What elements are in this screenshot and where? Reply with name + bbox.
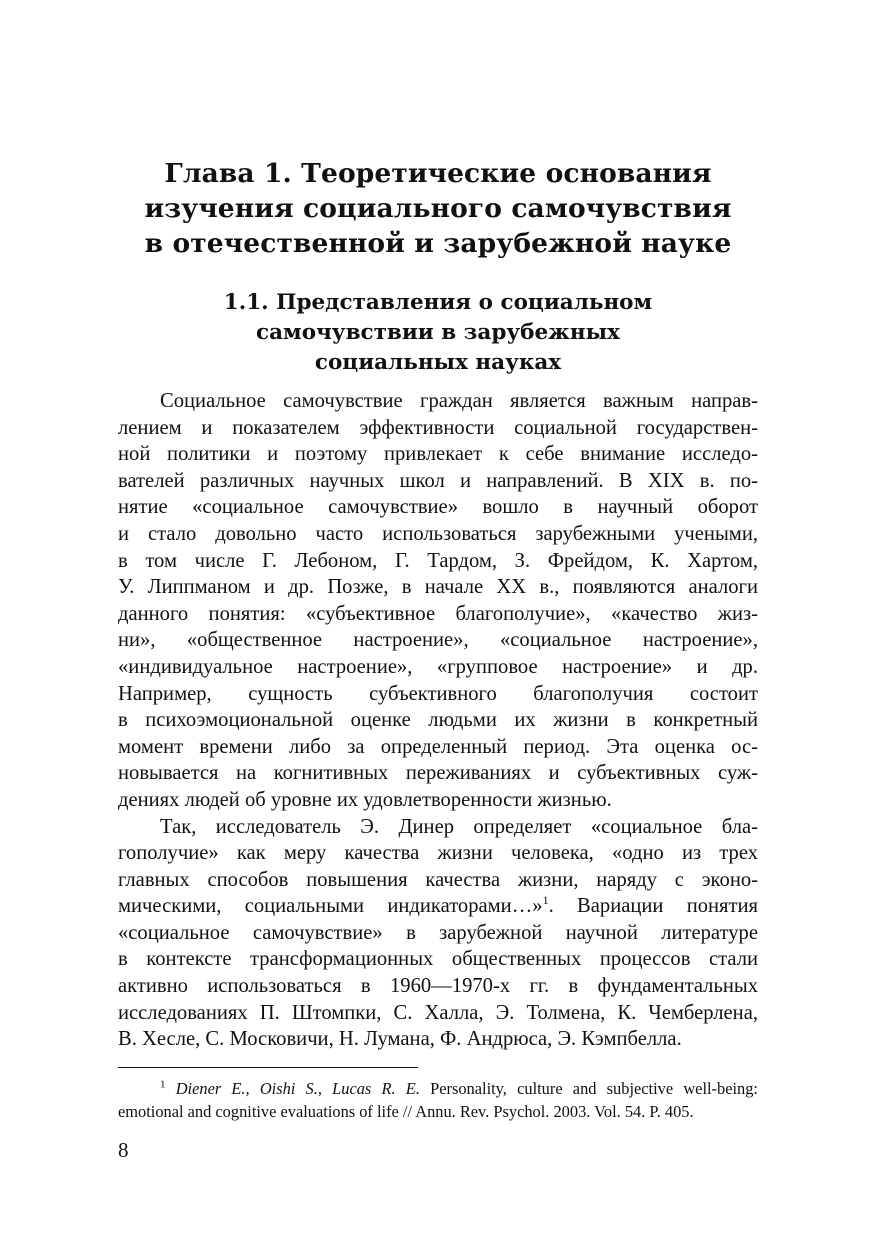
chapter-title-line: изучения социального самочувствия bbox=[144, 193, 732, 224]
text-line: гополучие» как меру качества жизни человека, «одно из трех bbox=[118, 842, 758, 865]
chapter-title-line: Глава 1. Теоретические основания bbox=[164, 158, 712, 189]
text-line: У. Липпманом и др. Позже, в начале XX в., появляются аналоги bbox=[118, 576, 758, 599]
text-line: данного понятия: «субъективное благополучие», «качество жиз- bbox=[118, 602, 758, 625]
text-line: главных способов повышения качества жизни, наряду с эконо- bbox=[118, 868, 758, 891]
text-line: нятие «социальное самочувствие» вошло в научный оборот bbox=[118, 496, 758, 519]
text-line: «социальное самочувствие» в зарубежной научной литературе bbox=[118, 921, 758, 944]
text-line: Например, сущность субъективного благополучия состоит bbox=[118, 682, 758, 705]
text-line-with-footnote-ref bbox=[118, 893, 758, 920]
page-number: 8 bbox=[118, 1138, 129, 1162]
footnote-title: Personality, culture and subjective well-being: bbox=[419, 1079, 758, 1098]
text-line: Так, исследователь Э. Динер определяет «социальное бла- bbox=[160, 815, 758, 838]
text-line: и стало довольно часто использоваться зарубежными учеными, bbox=[118, 522, 758, 545]
text-line: «индивидуальное настроение», «групповое настроение» и др. bbox=[118, 655, 758, 678]
text-line: Социальное самочувствие граждан является важным направ- bbox=[160, 390, 758, 412]
text-line: В. Хесле, С. Московичи, Н. Лумана, Ф. Андрюса, Э. Кэмпбелла. bbox=[118, 1028, 682, 1051]
text-fragment: мическими, социальными индикаторами…» bbox=[118, 895, 543, 918]
text-line: ной политики и поэтому привлекает к себе внимание исследо- bbox=[118, 443, 758, 466]
footnote-separator bbox=[118, 1067, 418, 1068]
footnote-line: emotional and cognitive evaluations of life // Annu. Rev. Psychol. 2003. Vol. 54. P. 405. bbox=[118, 1102, 694, 1121]
text-line: момент времени либо за определенный период. Эта оценка ос- bbox=[118, 735, 758, 758]
section-title-line: 1.1. Представления о социальном bbox=[223, 290, 653, 315]
text-line: лением и показателем эффективности социальной государствен- bbox=[118, 416, 758, 439]
text-line: исследованиях П. Штомпки, С. Халла, Э. Толмена, К. Чемберлена, bbox=[118, 1001, 758, 1024]
text-line: в контексте трансформационных общественных процессов стали bbox=[118, 948, 758, 971]
text-line: ни», «общественное настроение», «социальное настроение», bbox=[118, 629, 758, 652]
footnote-line bbox=[118, 1077, 758, 1100]
footnote-reference[interactable]: 1 bbox=[542, 893, 549, 908]
section-title-line: социальных науках bbox=[314, 350, 562, 375]
section-title-line: самочувствии в зарубежных bbox=[256, 320, 620, 345]
body-text bbox=[118, 388, 758, 1053]
text-line: новывается на когнитивных переживаниях и субъективных суж- bbox=[118, 762, 758, 785]
footnote bbox=[118, 1077, 758, 1123]
footnote-authors: Diener E., Oishi S., Lucas R. E. bbox=[175, 1079, 420, 1098]
section-title bbox=[118, 288, 758, 378]
paragraph-1 bbox=[118, 388, 758, 814]
text-line: активно использоваться в 1960—1970-х гг. в фундаментальных bbox=[118, 975, 758, 998]
text-line: в психоэмоциональной оценке людьми их жизни в конкретный bbox=[118, 709, 758, 732]
text-fragment: . Вариации понятия bbox=[548, 895, 758, 918]
chapter-title bbox=[118, 156, 758, 261]
chapter-title-line: в отечественной и зарубежной науке bbox=[144, 228, 732, 259]
text-line: вателей различных научных школ и направлений. В XIX в. по- bbox=[118, 469, 758, 492]
text-line: дениях людей об уровне их удовлетворенности жизнью. bbox=[118, 788, 612, 811]
footnote-number: 1 bbox=[160, 1078, 166, 1091]
paragraph-2 bbox=[118, 814, 758, 1053]
text-line: в том числе Г. Лебоном, Г. Тардом, З. Фрейдом, К. Хартом, bbox=[118, 549, 758, 572]
